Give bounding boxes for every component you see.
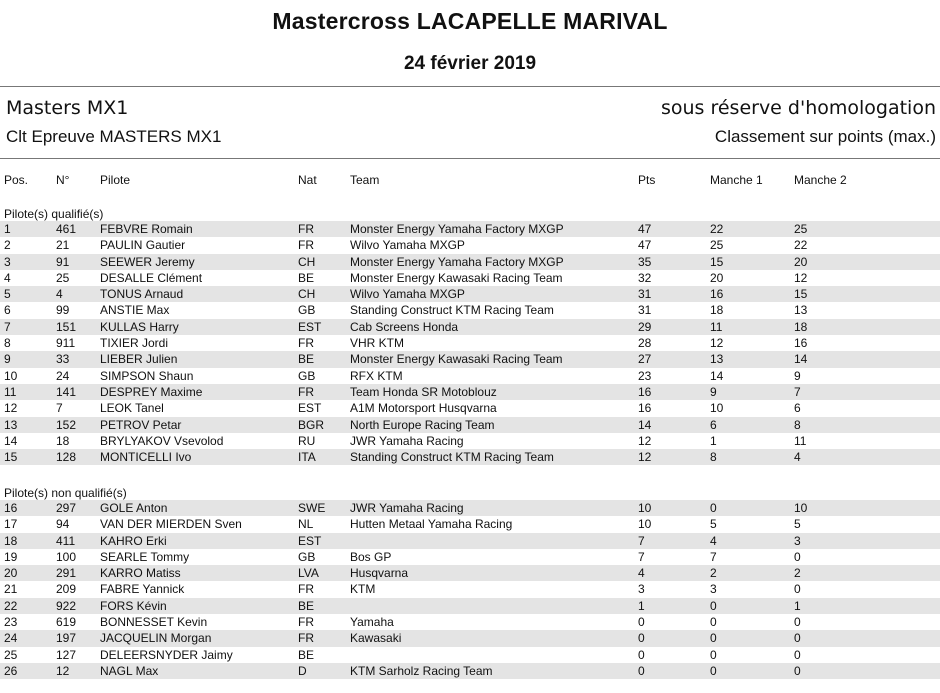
cell-team: JWR Yamaha Racing xyxy=(350,433,464,448)
cell-num: 619 xyxy=(56,615,77,630)
cell-num: 461 xyxy=(56,222,77,236)
cell-pilot: PAULIN Gautier xyxy=(100,238,186,253)
cell-manche1: 10 xyxy=(710,401,724,416)
table-row xyxy=(0,533,940,549)
cell-pos: 6 xyxy=(4,303,11,318)
cell-num: 33 xyxy=(56,352,70,367)
cell-pos: 10 xyxy=(4,368,18,383)
cell-num: 100 xyxy=(56,549,77,564)
cell-manche2: 10 xyxy=(794,501,808,515)
cell-pilot: BONNESSET Kevin xyxy=(100,615,208,630)
cell-pilot: FEBVRE Romain xyxy=(100,222,193,236)
cell-team: Monster Energy Yamaha Factory MXGP xyxy=(350,222,564,236)
cell-manche1: 12 xyxy=(710,336,724,351)
cell-manche1: 0 xyxy=(710,663,717,678)
cell-manche1: 0 xyxy=(710,501,717,515)
cell-pos: 9 xyxy=(4,352,11,367)
not-qualified-table xyxy=(0,500,940,679)
cell-pos: 16 xyxy=(4,501,18,515)
cell-team: Standing Construct KTM Racing Team xyxy=(350,450,554,465)
table-row xyxy=(0,417,940,433)
cell-num: 922 xyxy=(56,598,77,613)
cell-team: North Europe Racing Team xyxy=(350,417,495,432)
table-row xyxy=(0,302,940,318)
cell-num: 197 xyxy=(56,631,77,646)
cell-num: 7 xyxy=(56,401,63,416)
cell-manche1: 22 xyxy=(710,222,724,236)
cell-pts: 16 xyxy=(638,384,652,399)
cell-num: 128 xyxy=(56,450,77,465)
cell-nat: GB xyxy=(298,549,316,564)
cell-manche2: 8 xyxy=(794,417,801,432)
cell-pts: 7 xyxy=(638,533,645,548)
cell-manche1: 9 xyxy=(710,384,717,399)
table-row xyxy=(0,663,940,679)
cell-team: Wilvo Yamaha MXGP xyxy=(350,238,465,253)
table-row xyxy=(0,500,940,516)
table-row xyxy=(0,221,940,237)
cell-num: 209 xyxy=(56,582,77,597)
cell-pts: 31 xyxy=(638,287,652,302)
cell-manche2: 1 xyxy=(794,598,801,613)
cell-manche1: 11 xyxy=(710,319,723,334)
cell-nat: CH xyxy=(298,287,316,302)
cell-pos: 8 xyxy=(4,336,11,351)
cell-pts: 7 xyxy=(638,549,645,564)
cell-pos: 19 xyxy=(4,549,18,564)
cell-manche2: 3 xyxy=(794,533,801,548)
cell-pilot: JACQUELIN Morgan xyxy=(100,631,212,646)
cell-nat: GB xyxy=(298,303,316,318)
cell-pts: 4 xyxy=(638,566,645,581)
cell-manche1: 16 xyxy=(710,287,724,302)
cell-manche2: 12 xyxy=(794,270,808,285)
cell-pts: 47 xyxy=(638,222,652,236)
cell-nat: BE xyxy=(298,270,315,285)
table-row xyxy=(0,319,940,335)
cell-manche2: 25 xyxy=(794,222,808,236)
cell-manche1: 0 xyxy=(710,647,717,662)
col-num: N° xyxy=(56,173,70,187)
cell-pts: 0 xyxy=(638,663,645,678)
cell-pos: 11 xyxy=(4,384,17,399)
cell-pilot: PETROV Petar xyxy=(100,417,182,432)
cell-nat: BE xyxy=(298,647,315,662)
cell-manche1: 18 xyxy=(710,303,724,318)
cell-nat: FR xyxy=(298,222,314,236)
col-pilot: Pilote xyxy=(100,173,131,187)
cell-num: 99 xyxy=(56,303,70,318)
cell-manche2: 0 xyxy=(794,615,801,630)
cell-pts: 1 xyxy=(638,598,645,613)
cell-manche2: 0 xyxy=(794,663,801,678)
cell-manche2: 13 xyxy=(794,303,808,318)
category-label: Masters MX1 xyxy=(6,97,129,119)
cell-nat: FR xyxy=(298,238,314,253)
cell-pts: 31 xyxy=(638,303,652,318)
cell-pos: 13 xyxy=(4,417,18,432)
cell-nat: FR xyxy=(298,384,314,399)
cell-pilot: SEARLE Tommy xyxy=(100,549,190,564)
table-row xyxy=(0,549,940,565)
cell-manche2: 4 xyxy=(794,450,801,465)
cell-num: 91 xyxy=(56,254,70,269)
cell-num: 911 xyxy=(56,336,76,351)
col-manche1: Manche 1 xyxy=(710,173,763,187)
cell-manche1: 5 xyxy=(710,517,717,532)
cell-pilot: LEOK Tanel xyxy=(100,401,164,416)
homologation-note: sous réserve d'homologation xyxy=(660,97,936,119)
cell-num: 151 xyxy=(56,319,77,334)
cell-manche2: 0 xyxy=(794,647,801,662)
cell-nat: ITA xyxy=(298,450,316,465)
col-pts: Pts xyxy=(638,173,656,187)
cell-nat: CH xyxy=(298,254,316,269)
cell-manche2: 6 xyxy=(794,401,801,416)
cell-team: KTM Sarholz Racing Team xyxy=(350,663,493,678)
cell-team: VHR KTM xyxy=(350,336,404,351)
cell-pilot: SIMPSON Shaun xyxy=(100,368,194,383)
cell-pilot: DELEERSNYDER Jaimy xyxy=(100,647,233,662)
cell-pos: 2 xyxy=(4,238,11,253)
cell-num: 21 xyxy=(56,238,70,253)
cell-manche1: 8 xyxy=(710,450,717,465)
table-row xyxy=(0,286,940,302)
qualified-table xyxy=(0,221,940,465)
cell-manche1: 15 xyxy=(710,254,724,269)
cell-nat: FR xyxy=(298,582,314,597)
cell-num: 4 xyxy=(56,287,63,302)
cell-pos: 21 xyxy=(4,582,18,597)
cell-pos: 17 xyxy=(4,517,18,532)
cell-team: Bos GP xyxy=(350,549,392,564)
cell-team: Team Honda SR Motoblouz xyxy=(350,384,497,399)
table-row xyxy=(0,598,940,614)
cell-nat: D xyxy=(298,663,307,678)
cell-manche2: 7 xyxy=(794,384,801,399)
cell-pts: 32 xyxy=(638,270,652,285)
cell-pilot: KAHRO Erki xyxy=(100,533,167,548)
cell-pos: 5 xyxy=(4,287,11,302)
cell-pos: 1 xyxy=(4,222,11,236)
cell-pos: 14 xyxy=(4,433,18,448)
section-qualified: Pilote(s) qualifié(s) xyxy=(4,207,104,221)
table-row xyxy=(0,449,940,465)
cell-num: 94 xyxy=(56,517,70,532)
cell-manche1: 4 xyxy=(710,533,717,548)
cell-num: 127 xyxy=(56,647,77,662)
col-pos: Pos. xyxy=(4,173,29,187)
divider xyxy=(0,158,940,159)
table-row xyxy=(0,351,940,367)
cell-num: 25 xyxy=(56,270,70,285)
cell-pos: 4 xyxy=(4,270,11,285)
cell-pos: 7 xyxy=(4,319,11,334)
cell-num: 12 xyxy=(56,663,70,678)
cell-manche1: 0 xyxy=(710,631,717,646)
cell-pos: 12 xyxy=(4,401,18,416)
cell-nat: RU xyxy=(298,433,316,448)
table-row xyxy=(0,237,940,253)
cell-pts: 27 xyxy=(638,352,652,367)
table-row xyxy=(0,516,940,532)
cell-manche2: 11 xyxy=(794,433,807,448)
table-row xyxy=(0,254,940,270)
cell-team: RFX KTM xyxy=(350,368,403,383)
cell-pilot: GOLE Anton xyxy=(100,501,168,515)
event-label: Clt Epreuve MASTERS MX1 xyxy=(6,127,222,146)
table-row xyxy=(0,400,940,416)
cell-manche2: 16 xyxy=(794,336,808,351)
cell-pilot: FABRE Yannick xyxy=(100,582,185,597)
cell-manche1: 7 xyxy=(710,549,717,564)
cell-manche1: 1 xyxy=(710,433,717,448)
cell-manche2: 18 xyxy=(794,319,808,334)
cell-pos: 20 xyxy=(4,566,18,581)
cell-pilot: KARRO Matiss xyxy=(100,566,181,581)
cell-pilot: LIEBER Julien xyxy=(100,352,178,367)
cell-nat: EST xyxy=(298,533,322,548)
divider xyxy=(0,86,940,87)
cell-nat: EST xyxy=(298,319,322,334)
cell-nat: SWE xyxy=(298,501,326,515)
cell-team: Standing Construct KTM Racing Team xyxy=(350,303,554,318)
cell-pos: 18 xyxy=(4,533,18,548)
cell-num: 24 xyxy=(56,368,70,383)
cell-team: Cab Screens Honda xyxy=(350,319,459,334)
cell-manche2: 0 xyxy=(794,631,801,646)
cell-pts: 23 xyxy=(638,368,652,383)
cell-nat: BE xyxy=(298,598,315,613)
cell-num: 152 xyxy=(56,417,77,432)
table-row xyxy=(0,368,940,384)
cell-pts: 3 xyxy=(638,582,645,597)
cell-num: 411 xyxy=(56,533,76,548)
ranking-method: Classement sur points (max.) xyxy=(714,127,936,146)
cell-team: Monster Energy Kawasaki Racing Team xyxy=(350,270,563,285)
cell-team: JWR Yamaha Racing xyxy=(350,501,464,515)
cell-manche2: 14 xyxy=(794,352,808,367)
cell-pts: 0 xyxy=(638,647,645,662)
cell-pilot: KULLAS Harry xyxy=(100,319,179,334)
table-row xyxy=(0,270,940,286)
cell-pts: 0 xyxy=(638,615,645,630)
cell-pts: 28 xyxy=(638,336,652,351)
page-title: Mastercross LACAPELLE MARIVAL xyxy=(272,8,668,34)
col-manche2: Manche 2 xyxy=(794,173,847,187)
cell-manche2: 20 xyxy=(794,254,808,269)
cell-manche1: 0 xyxy=(710,615,717,630)
cell-nat: FR xyxy=(298,336,314,351)
cell-nat: BGR xyxy=(298,417,325,432)
cell-manche2: 0 xyxy=(794,582,801,597)
cell-pos: 23 xyxy=(4,615,18,630)
cell-manche2: 15 xyxy=(794,287,808,302)
cell-nat: FR xyxy=(298,615,314,630)
cell-nat: NL xyxy=(298,517,314,532)
cell-num: 18 xyxy=(56,433,70,448)
cell-team: Monster Energy Yamaha Factory MXGP xyxy=(350,254,564,269)
cell-pos: 25 xyxy=(4,647,18,662)
col-nat: Nat xyxy=(298,173,317,187)
cell-pilot: TONUS Arnaud xyxy=(100,287,184,302)
cell-num: 291 xyxy=(56,566,77,581)
cell-pilot: DESALLE Clément xyxy=(100,270,203,285)
table-row xyxy=(0,647,940,663)
table-row xyxy=(0,565,940,581)
cell-manche1: 13 xyxy=(710,352,724,367)
cell-manche1: 2 xyxy=(710,566,717,581)
table-row xyxy=(0,614,940,630)
cell-pilot: ANSTIE Max xyxy=(100,303,170,318)
cell-nat: GB xyxy=(298,368,316,383)
cell-manche2: 5 xyxy=(794,517,801,532)
cell-manche1: 6 xyxy=(710,417,717,432)
cell-pos: 26 xyxy=(4,663,18,678)
col-team: Team xyxy=(350,173,380,187)
cell-pos: 3 xyxy=(4,254,11,269)
cell-manche2: 9 xyxy=(794,368,801,383)
table-row xyxy=(0,384,940,400)
cell-pilot: VAN DER MIERDEN Sven xyxy=(100,517,242,532)
cell-manche1: 14 xyxy=(710,368,724,383)
cell-manche2: 0 xyxy=(794,549,801,564)
cell-pts: 16 xyxy=(638,401,652,416)
cell-pilot: NAGL Max xyxy=(100,663,159,678)
cell-pilot: TIXIER Jordi xyxy=(100,336,169,351)
cell-pilot: DESPREY Maxime xyxy=(100,384,203,399)
cell-manche1: 20 xyxy=(710,270,724,285)
cell-pts: 12 xyxy=(638,450,652,465)
cell-nat: FR xyxy=(298,631,314,646)
section-not-qualified: Pilote(s) non qualifié(s) xyxy=(4,486,127,500)
cell-nat: EST xyxy=(298,401,322,416)
cell-pts: 35 xyxy=(638,254,652,269)
cell-team: Monster Energy Kawasaki Racing Team xyxy=(350,352,563,367)
cell-manche1: 25 xyxy=(710,238,724,253)
cell-nat: LVA xyxy=(298,566,319,581)
cell-nat: BE xyxy=(298,352,315,367)
cell-manche1: 3 xyxy=(710,582,717,597)
cell-pos: 15 xyxy=(4,450,18,465)
cell-team: Kawasaki xyxy=(350,631,402,646)
table-row xyxy=(0,581,940,597)
cell-pilot: SEEWER Jeremy xyxy=(100,254,195,269)
cell-manche2: 2 xyxy=(794,566,801,581)
table-row xyxy=(0,630,940,646)
cell-pilot: FORS Kévin xyxy=(100,598,167,613)
cell-pilot: BRYLYAKOV Vsevolod xyxy=(100,433,224,448)
table-row xyxy=(0,433,940,449)
cell-team: Wilvo Yamaha MXGP xyxy=(350,287,465,302)
cell-pts: 47 xyxy=(638,238,652,253)
cell-manche1: 0 xyxy=(710,598,717,613)
cell-team: Husqvarna xyxy=(350,566,409,581)
cell-pos: 24 xyxy=(4,631,18,646)
cell-pos: 22 xyxy=(4,598,18,613)
cell-team: A1M Motorsport Husqvarna xyxy=(350,401,497,416)
cell-num: 297 xyxy=(56,501,77,515)
cell-team: KTM xyxy=(350,582,376,597)
cell-team: Yamaha xyxy=(350,615,394,630)
cell-pts: 10 xyxy=(638,517,652,532)
cell-manche2: 22 xyxy=(794,238,808,253)
event-date: 24 février 2019 xyxy=(403,53,537,74)
cell-num: 141 xyxy=(56,384,77,399)
cell-pts: 12 xyxy=(638,433,652,448)
cell-pilot: MONTICELLI Ivo xyxy=(100,450,192,465)
cell-team: Hutten Metaal Yamaha Racing xyxy=(350,517,513,532)
cell-pts: 14 xyxy=(638,417,652,432)
cell-pts: 10 xyxy=(638,501,652,515)
cell-pts: 0 xyxy=(638,631,645,646)
cell-pts: 29 xyxy=(638,319,652,334)
table-row xyxy=(0,335,940,351)
